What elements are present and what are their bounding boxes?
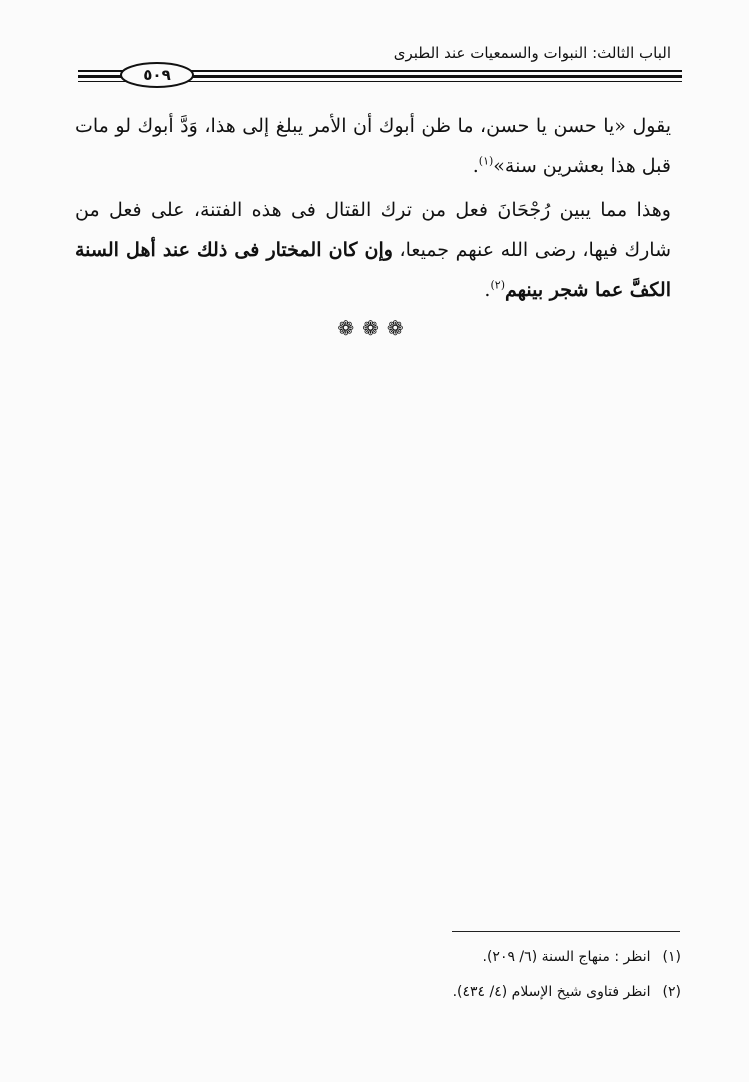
paragraph-1-text: يقول «يا حسن يا حسن، ما ظن أبوك أن الأمر يبلغ إلى هذا، وَدَّ أبوك لو مات قبل هذا بعشرين سنة» [75,115,671,177]
section-separator-flowers-icon: ❁❁❁ [337,316,412,340]
footnote-ref-1[interactable]: (١) [478,154,494,168]
paragraph-2-text: وهذا مما يبين رُجْحَانَ فعل من ترك القتال فى هذه الفتنة، على فعل من شارك فيها، رضى الله عنهم جميعا، [75,199,671,261]
page-number: ٥٠٩ [143,66,171,84]
running-header: الباب الثالث: النبوات والسمعيات عند الطبرى [393,44,671,62]
paragraph-2 [75,190,671,310]
footnote-1-number: (١) [662,949,681,965]
paragraph-1 [75,106,671,186]
footnote-divider [452,931,680,932]
footnote-2 [81,984,681,1000]
paragraph-2-bold-text: وإن كان المختار فى ذلك عند أهل السنة الكفَّ عما شجر بينهم [75,239,671,301]
footnote-2-number: (٢) [662,984,681,1000]
footnote-1-text: انظر : منهاج السنة (٦/ ٢٠٩). [482,949,651,965]
footnote-ref-2[interactable]: (٢) [490,278,505,292]
paragraph-1-end: . [472,155,479,177]
footnote-1 [81,949,681,965]
footnote-2-text: انظر فتاوى شيخ الإسلام (٤/ ٤٣٤). [452,984,651,1000]
paragraph-2-end: . [484,279,491,301]
